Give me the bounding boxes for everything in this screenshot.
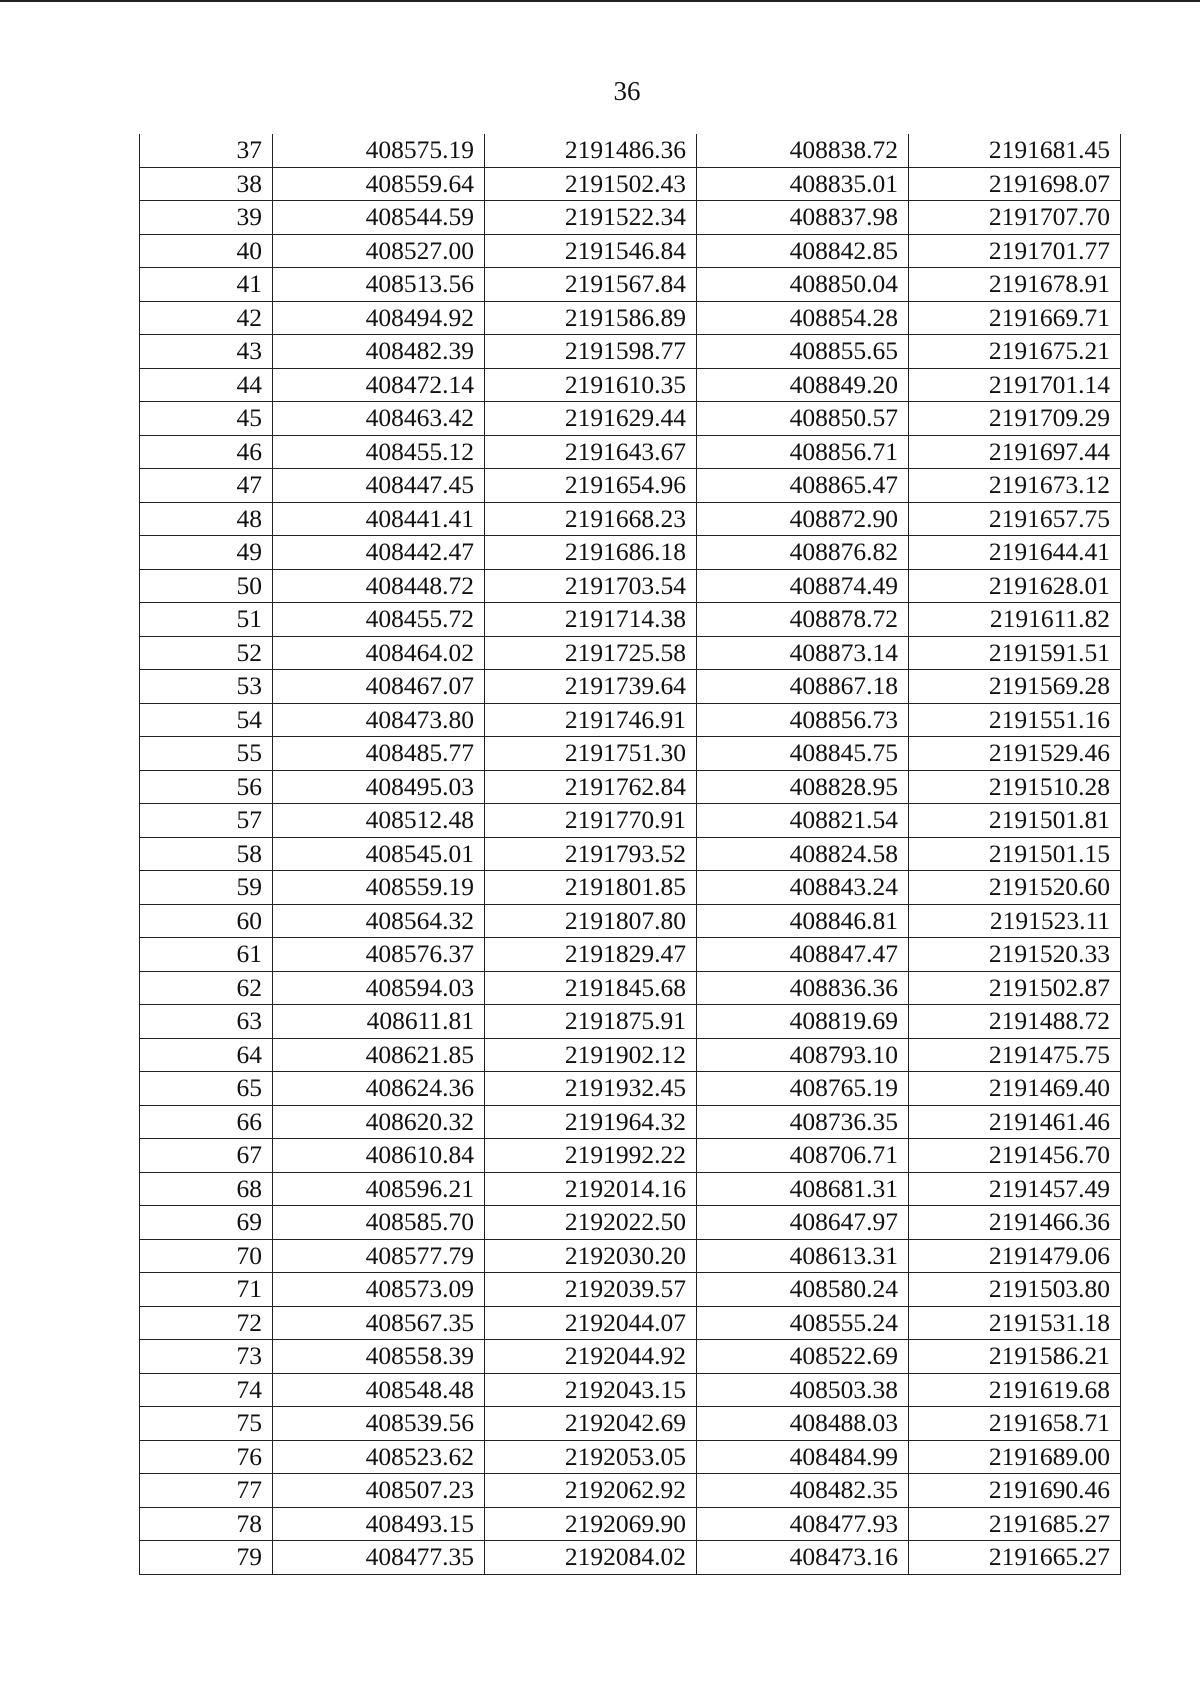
table-row <box>140 569 1121 603</box>
x1-coordinate-cell: 408611.81 <box>273 1005 485 1039</box>
y1-coordinate-cell: 2191801.85 <box>485 871 697 905</box>
y2-coordinate-cell: 2191701.14 <box>909 368 1121 402</box>
point-number-cell: 54 <box>140 703 273 737</box>
x1-coordinate-cell: 408544.59 <box>273 201 485 235</box>
x2-coordinate-cell: 408854.28 <box>697 301 909 335</box>
y1-coordinate-cell: 2192044.07 <box>485 1306 697 1340</box>
y2-coordinate-cell: 2191551.16 <box>909 703 1121 737</box>
x1-coordinate-cell: 408455.72 <box>273 603 485 637</box>
y1-coordinate-cell: 2191546.84 <box>485 234 697 268</box>
x2-coordinate-cell: 408867.18 <box>697 670 909 704</box>
coordinates-table-body <box>140 134 1121 1574</box>
x2-coordinate-cell: 408793.10 <box>697 1038 909 1072</box>
x2-coordinate-cell: 408874.49 <box>697 569 909 603</box>
point-number-cell: 48 <box>140 502 273 536</box>
x2-coordinate-cell: 408613.31 <box>697 1239 909 1273</box>
x1-coordinate-cell: 408507.23 <box>273 1474 485 1508</box>
y2-coordinate-cell: 2191461.46 <box>909 1105 1121 1139</box>
point-number-cell: 77 <box>140 1474 273 1508</box>
y2-coordinate-cell: 2191709.29 <box>909 402 1121 436</box>
x1-coordinate-cell: 408621.85 <box>273 1038 485 1072</box>
point-number-cell: 60 <box>140 904 273 938</box>
point-number-cell: 61 <box>140 938 273 972</box>
y1-coordinate-cell: 2191807.80 <box>485 904 697 938</box>
y1-coordinate-cell: 2191992.22 <box>485 1139 697 1173</box>
x1-coordinate-cell: 408585.70 <box>273 1206 485 1240</box>
y2-coordinate-cell: 2191469.40 <box>909 1072 1121 1106</box>
y2-coordinate-cell: 2191529.46 <box>909 737 1121 771</box>
table-row <box>140 1273 1121 1307</box>
point-number-cell: 65 <box>140 1072 273 1106</box>
y1-coordinate-cell: 2191964.32 <box>485 1105 697 1139</box>
x2-coordinate-cell: 408765.19 <box>697 1072 909 1106</box>
y2-coordinate-cell: 2191520.60 <box>909 871 1121 905</box>
x1-coordinate-cell: 408558.39 <box>273 1340 485 1374</box>
x2-coordinate-cell: 408845.75 <box>697 737 909 771</box>
coordinates-table <box>139 134 1121 1575</box>
table-row <box>140 971 1121 1005</box>
x2-coordinate-cell: 408872.90 <box>697 502 909 536</box>
x1-coordinate-cell: 408441.41 <box>273 502 485 536</box>
y1-coordinate-cell: 2191845.68 <box>485 971 697 1005</box>
x2-coordinate-cell: 408849.20 <box>697 368 909 402</box>
table-row <box>140 435 1121 469</box>
point-number-cell: 46 <box>140 435 273 469</box>
x2-coordinate-cell: 408477.93 <box>697 1507 909 1541</box>
y2-coordinate-cell: 2191665.27 <box>909 1541 1121 1575</box>
y2-coordinate-cell: 2191456.70 <box>909 1139 1121 1173</box>
table-row <box>140 167 1121 201</box>
point-number-cell: 43 <box>140 335 273 369</box>
x1-coordinate-cell: 408545.01 <box>273 837 485 871</box>
x1-coordinate-cell: 408575.19 <box>273 134 485 167</box>
table-row <box>140 201 1121 235</box>
x2-coordinate-cell: 408878.72 <box>697 603 909 637</box>
table-row <box>140 469 1121 503</box>
y2-coordinate-cell: 2191658.71 <box>909 1407 1121 1441</box>
table-row <box>140 1206 1121 1240</box>
x2-coordinate-cell: 408850.04 <box>697 268 909 302</box>
point-number-cell: 49 <box>140 536 273 570</box>
y1-coordinate-cell: 2191598.77 <box>485 335 697 369</box>
table-row <box>140 234 1121 268</box>
x2-coordinate-cell: 408850.57 <box>697 402 909 436</box>
table-row <box>140 603 1121 637</box>
y2-coordinate-cell: 2191657.75 <box>909 502 1121 536</box>
point-number-cell: 37 <box>140 134 273 167</box>
point-number-cell: 56 <box>140 770 273 804</box>
y2-coordinate-cell: 2191701.77 <box>909 234 1121 268</box>
table-row <box>140 268 1121 302</box>
table-row <box>140 301 1121 335</box>
point-number-cell: 52 <box>140 636 273 670</box>
table-row <box>140 670 1121 704</box>
x1-coordinate-cell: 408577.79 <box>273 1239 485 1273</box>
x1-coordinate-cell: 408513.56 <box>273 268 485 302</box>
y2-coordinate-cell: 2191586.21 <box>909 1340 1121 1374</box>
x1-coordinate-cell: 408493.15 <box>273 1507 485 1541</box>
y2-coordinate-cell: 2191523.11 <box>909 904 1121 938</box>
point-number-cell: 41 <box>140 268 273 302</box>
point-number-cell: 68 <box>140 1172 273 1206</box>
x2-coordinate-cell: 408819.69 <box>697 1005 909 1039</box>
y2-coordinate-cell: 2191707.70 <box>909 201 1121 235</box>
y1-coordinate-cell: 2192069.90 <box>485 1507 697 1541</box>
point-number-cell: 79 <box>140 1541 273 1575</box>
table-row <box>140 1541 1121 1575</box>
table-row <box>140 1440 1121 1474</box>
x1-coordinate-cell: 408527.00 <box>273 234 485 268</box>
y1-coordinate-cell: 2192030.20 <box>485 1239 697 1273</box>
table-row <box>140 1373 1121 1407</box>
y1-coordinate-cell: 2191686.18 <box>485 536 697 570</box>
x1-coordinate-cell: 408472.14 <box>273 368 485 402</box>
x2-coordinate-cell: 408580.24 <box>697 1273 909 1307</box>
point-number-cell: 55 <box>140 737 273 771</box>
y2-coordinate-cell: 2191501.15 <box>909 837 1121 871</box>
point-number-cell: 76 <box>140 1440 273 1474</box>
table-row <box>140 1507 1121 1541</box>
x1-coordinate-cell: 408610.84 <box>273 1139 485 1173</box>
point-number-cell: 70 <box>140 1239 273 1273</box>
y2-coordinate-cell: 2191675.21 <box>909 335 1121 369</box>
y1-coordinate-cell: 2192084.02 <box>485 1541 697 1575</box>
table-row <box>140 737 1121 771</box>
x1-coordinate-cell: 408485.77 <box>273 737 485 771</box>
y1-coordinate-cell: 2191875.91 <box>485 1005 697 1039</box>
x2-coordinate-cell: 408681.31 <box>697 1172 909 1206</box>
table-row <box>140 1139 1121 1173</box>
x2-coordinate-cell: 408842.85 <box>697 234 909 268</box>
table-row <box>140 770 1121 804</box>
y2-coordinate-cell: 2191697.44 <box>909 435 1121 469</box>
point-number-cell: 71 <box>140 1273 273 1307</box>
y2-coordinate-cell: 2191591.51 <box>909 636 1121 670</box>
x2-coordinate-cell: 408873.14 <box>697 636 909 670</box>
x2-coordinate-cell: 408865.47 <box>697 469 909 503</box>
y2-coordinate-cell: 2191619.68 <box>909 1373 1121 1407</box>
y1-coordinate-cell: 2191586.89 <box>485 301 697 335</box>
table-row <box>140 1072 1121 1106</box>
y1-coordinate-cell: 2191751.30 <box>485 737 697 771</box>
y1-coordinate-cell: 2192062.92 <box>485 1474 697 1508</box>
y1-coordinate-cell: 2192043.15 <box>485 1373 697 1407</box>
x1-coordinate-cell: 408495.03 <box>273 770 485 804</box>
x1-coordinate-cell: 408455.12 <box>273 435 485 469</box>
x1-coordinate-cell: 408447.45 <box>273 469 485 503</box>
table-row <box>140 1306 1121 1340</box>
y2-coordinate-cell: 2191501.81 <box>909 804 1121 838</box>
y2-coordinate-cell: 2191466.36 <box>909 1206 1121 1240</box>
x1-coordinate-cell: 408512.48 <box>273 804 485 838</box>
y2-coordinate-cell: 2191479.06 <box>909 1239 1121 1273</box>
x2-coordinate-cell: 408555.24 <box>697 1306 909 1340</box>
y2-coordinate-cell: 2191681.45 <box>909 134 1121 167</box>
point-number-cell: 53 <box>140 670 273 704</box>
y1-coordinate-cell: 2191567.84 <box>485 268 697 302</box>
y1-coordinate-cell: 2191714.38 <box>485 603 697 637</box>
x2-coordinate-cell: 408828.95 <box>697 770 909 804</box>
x1-coordinate-cell: 408596.21 <box>273 1172 485 1206</box>
x1-coordinate-cell: 408567.35 <box>273 1306 485 1340</box>
y2-coordinate-cell: 2191520.33 <box>909 938 1121 972</box>
table-row <box>140 1474 1121 1508</box>
y2-coordinate-cell: 2191475.75 <box>909 1038 1121 1072</box>
y1-coordinate-cell: 2192042.69 <box>485 1407 697 1441</box>
x2-coordinate-cell: 408876.82 <box>697 536 909 570</box>
x1-coordinate-cell: 408467.07 <box>273 670 485 704</box>
x1-coordinate-cell: 408624.36 <box>273 1072 485 1106</box>
y1-coordinate-cell: 2191643.67 <box>485 435 697 469</box>
point-number-cell: 59 <box>140 871 273 905</box>
x2-coordinate-cell: 408837.98 <box>697 201 909 235</box>
x2-coordinate-cell: 408473.16 <box>697 1541 909 1575</box>
y1-coordinate-cell: 2191902.12 <box>485 1038 697 1072</box>
x2-coordinate-cell: 408846.81 <box>697 904 909 938</box>
y2-coordinate-cell: 2191502.87 <box>909 971 1121 1005</box>
point-number-cell: 64 <box>140 1038 273 1072</box>
y2-coordinate-cell: 2191690.46 <box>909 1474 1121 1508</box>
y1-coordinate-cell: 2191502.43 <box>485 167 697 201</box>
point-number-cell: 39 <box>140 201 273 235</box>
x1-coordinate-cell: 408548.48 <box>273 1373 485 1407</box>
point-number-cell: 44 <box>140 368 273 402</box>
x2-coordinate-cell: 408847.47 <box>697 938 909 972</box>
y2-coordinate-cell: 2191569.28 <box>909 670 1121 704</box>
table-row <box>140 837 1121 871</box>
x1-coordinate-cell: 408463.42 <box>273 402 485 436</box>
x1-coordinate-cell: 408482.39 <box>273 335 485 369</box>
y2-coordinate-cell: 2191669.71 <box>909 301 1121 335</box>
y1-coordinate-cell: 2191762.84 <box>485 770 697 804</box>
table-row <box>140 1407 1121 1441</box>
y1-coordinate-cell: 2191725.58 <box>485 636 697 670</box>
table-row <box>140 703 1121 737</box>
point-number-cell: 51 <box>140 603 273 637</box>
table-row <box>140 1239 1121 1273</box>
y1-coordinate-cell: 2191522.34 <box>485 201 697 235</box>
y2-coordinate-cell: 2191689.00 <box>909 1440 1121 1474</box>
x1-coordinate-cell: 408559.64 <box>273 167 485 201</box>
y1-coordinate-cell: 2191829.47 <box>485 938 697 972</box>
y1-coordinate-cell: 2191793.52 <box>485 837 697 871</box>
point-number-cell: 69 <box>140 1206 273 1240</box>
point-number-cell: 74 <box>140 1373 273 1407</box>
point-number-cell: 72 <box>140 1306 273 1340</box>
table-row <box>140 1340 1121 1374</box>
y1-coordinate-cell: 2192053.05 <box>485 1440 697 1474</box>
table-row <box>140 368 1121 402</box>
table-row <box>140 636 1121 670</box>
x1-coordinate-cell: 408594.03 <box>273 971 485 1005</box>
y2-coordinate-cell: 2191488.72 <box>909 1005 1121 1039</box>
x2-coordinate-cell: 408522.69 <box>697 1340 909 1374</box>
x2-coordinate-cell: 408706.71 <box>697 1139 909 1173</box>
point-number-cell: 57 <box>140 804 273 838</box>
table-row <box>140 938 1121 972</box>
point-number-cell: 58 <box>140 837 273 871</box>
point-number-cell: 45 <box>140 402 273 436</box>
y2-coordinate-cell: 2191611.82 <box>909 603 1121 637</box>
x2-coordinate-cell: 408824.58 <box>697 837 909 871</box>
y1-coordinate-cell: 2191610.35 <box>485 368 697 402</box>
point-number-cell: 42 <box>140 301 273 335</box>
y1-coordinate-cell: 2191668.23 <box>485 502 697 536</box>
table-row <box>140 502 1121 536</box>
y2-coordinate-cell: 2191673.12 <box>909 469 1121 503</box>
x2-coordinate-cell: 408484.99 <box>697 1440 909 1474</box>
y1-coordinate-cell: 2191932.45 <box>485 1072 697 1106</box>
point-number-cell: 62 <box>140 971 273 1005</box>
y2-coordinate-cell: 2191503.80 <box>909 1273 1121 1307</box>
y1-coordinate-cell: 2192022.50 <box>485 1206 697 1240</box>
y2-coordinate-cell: 2191678.91 <box>909 268 1121 302</box>
y2-coordinate-cell: 2191457.49 <box>909 1172 1121 1206</box>
x2-coordinate-cell: 408856.73 <box>697 703 909 737</box>
x2-coordinate-cell: 408736.35 <box>697 1105 909 1139</box>
point-number-cell: 73 <box>140 1340 273 1374</box>
y1-coordinate-cell: 2192044.92 <box>485 1340 697 1374</box>
y2-coordinate-cell: 2191685.27 <box>909 1507 1121 1541</box>
table-row <box>140 134 1121 167</box>
y1-coordinate-cell: 2192014.16 <box>485 1172 697 1206</box>
x2-coordinate-cell: 408856.71 <box>697 435 909 469</box>
table-row <box>140 1005 1121 1039</box>
x2-coordinate-cell: 408647.97 <box>697 1206 909 1240</box>
y1-coordinate-cell: 2191703.54 <box>485 569 697 603</box>
point-number-cell: 67 <box>140 1139 273 1173</box>
point-number-cell: 63 <box>140 1005 273 1039</box>
table-row <box>140 804 1121 838</box>
point-number-cell: 38 <box>140 167 273 201</box>
x2-coordinate-cell: 408821.54 <box>697 804 909 838</box>
x1-coordinate-cell: 408539.56 <box>273 1407 485 1441</box>
table-row <box>140 871 1121 905</box>
y2-coordinate-cell: 2191510.28 <box>909 770 1121 804</box>
point-number-cell: 40 <box>140 234 273 268</box>
point-number-cell: 66 <box>140 1105 273 1139</box>
table-row <box>140 1172 1121 1206</box>
table-row <box>140 536 1121 570</box>
point-number-cell: 75 <box>140 1407 273 1441</box>
x1-coordinate-cell: 408576.37 <box>273 938 485 972</box>
x1-coordinate-cell: 408442.47 <box>273 536 485 570</box>
x1-coordinate-cell: 408473.80 <box>273 703 485 737</box>
y2-coordinate-cell: 2191628.01 <box>909 569 1121 603</box>
y1-coordinate-cell: 2191770.91 <box>485 804 697 838</box>
y2-coordinate-cell: 2191698.07 <box>909 167 1121 201</box>
x2-coordinate-cell: 408482.35 <box>697 1474 909 1508</box>
y2-coordinate-cell: 2191644.41 <box>909 536 1121 570</box>
x2-coordinate-cell: 408855.65 <box>697 335 909 369</box>
point-number-cell: 47 <box>140 469 273 503</box>
x1-coordinate-cell: 408523.62 <box>273 1440 485 1474</box>
table-row <box>140 1105 1121 1139</box>
x2-coordinate-cell: 408835.01 <box>697 167 909 201</box>
x1-coordinate-cell: 408494.92 <box>273 301 485 335</box>
y1-coordinate-cell: 2192039.57 <box>485 1273 697 1307</box>
y1-coordinate-cell: 2191629.44 <box>485 402 697 436</box>
table-row <box>140 904 1121 938</box>
x2-coordinate-cell: 408843.24 <box>697 871 909 905</box>
table-row <box>140 335 1121 369</box>
x1-coordinate-cell: 408564.32 <box>273 904 485 938</box>
x1-coordinate-cell: 408573.09 <box>273 1273 485 1307</box>
x2-coordinate-cell: 408503.38 <box>697 1373 909 1407</box>
y1-coordinate-cell: 2191486.36 <box>485 134 697 167</box>
y1-coordinate-cell: 2191739.64 <box>485 670 697 704</box>
x1-coordinate-cell: 408464.02 <box>273 636 485 670</box>
table-row <box>140 402 1121 436</box>
x1-coordinate-cell: 408559.19 <box>273 871 485 905</box>
page-top-rule <box>0 0 1200 2</box>
y1-coordinate-cell: 2191746.91 <box>485 703 697 737</box>
x1-coordinate-cell: 408448.72 <box>273 569 485 603</box>
point-number-cell: 50 <box>140 569 273 603</box>
y2-coordinate-cell: 2191531.18 <box>909 1306 1121 1340</box>
x2-coordinate-cell: 408838.72 <box>697 134 909 167</box>
x1-coordinate-cell: 408620.32 <box>273 1105 485 1139</box>
point-number-cell: 78 <box>140 1507 273 1541</box>
x1-coordinate-cell: 408477.35 <box>273 1541 485 1575</box>
y1-coordinate-cell: 2191654.96 <box>485 469 697 503</box>
x2-coordinate-cell: 408836.36 <box>697 971 909 1005</box>
table-row <box>140 1038 1121 1072</box>
x2-coordinate-cell: 408488.03 <box>697 1407 909 1441</box>
page-number: 36 <box>613 76 641 106</box>
